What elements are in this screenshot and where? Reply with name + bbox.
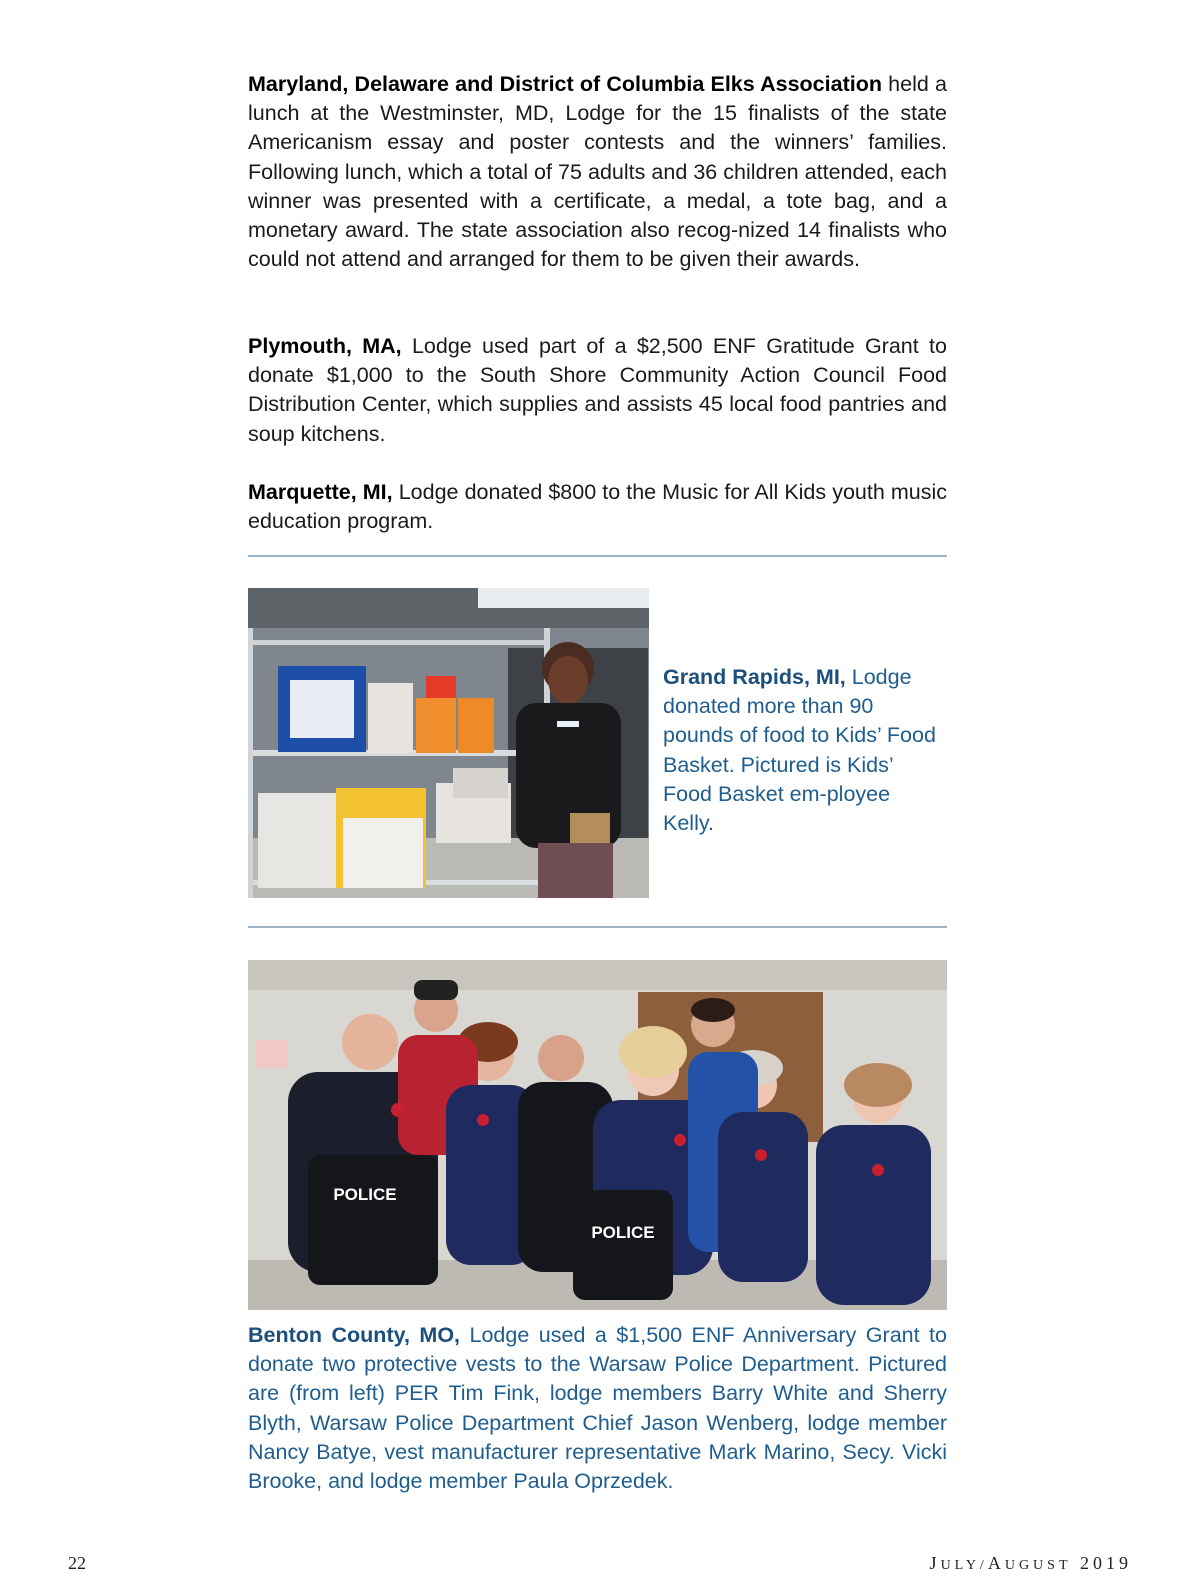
article-lead: Plymouth, MA, bbox=[248, 334, 402, 358]
caption-body: Lodge used a $1,500 ENF Anniversary Grant to donate two protective vests to the Warsaw Police Department. Pictured are (from left) PER Tim Fink, lodge members Barry White and Sherry Blyth, Warsaw Police Department Chief Jason Wenberg, lodge member Nancy Batye, vest manufacturer representative Mark Marino, Secy. Vicki Brooke, and lodge member Paula Oprzedek. bbox=[248, 1323, 947, 1494]
section-divider bbox=[248, 555, 947, 557]
article-marquette bbox=[248, 478, 947, 536]
vest-police-label: POLICE bbox=[333, 1185, 397, 1204]
article-plymouth bbox=[248, 332, 947, 449]
vest-police-label: POLICE bbox=[591, 1223, 655, 1242]
article-body: held a lunch at the Westminster, MD, Lodge for the 15 finalists of the state Americanism essay and poster contests and the winners’ families. Following lunch, which a total of 75 adults and 36 children attended, each winner was presented with a certificate, a medal, a tote bag, and a monetary award. The state association also recog-nized 14 finalists who could not attend and arranged for them to be given their awards. bbox=[248, 72, 947, 272]
caption-grand-rapids bbox=[663, 663, 943, 838]
caption-body: Lodge donated more than 90 pounds of food to Kids’ Food Basket. Pictured is Kids’ Food Basket em-ployee Kelly. bbox=[663, 665, 936, 836]
issue-year: 2019 bbox=[1080, 1553, 1132, 1573]
article-body: Lodge used part of a $2,500 ENF Gratitude Grant to donate $1,000 to the South Shore Community Action Council Food Distribution Center, which supplies and assists 45 local food pantries and soup kitchens. bbox=[248, 334, 947, 446]
issue-initial: A bbox=[987, 1553, 1005, 1573]
article-body: Lodge donated $800 to the Music for All Kids youth music education program. bbox=[248, 480, 948, 534]
food-shelf-illustration bbox=[248, 588, 649, 898]
article-lead: Maryland, Delaware and District of Columbia Elks Association bbox=[248, 72, 882, 96]
caption-lead: Benton County, MO, bbox=[248, 1323, 461, 1347]
photo-grand-rapids bbox=[248, 588, 649, 898]
article-maryland bbox=[248, 70, 947, 274]
page-number: 22 bbox=[68, 1553, 86, 1573]
caption-benton-county bbox=[248, 1321, 947, 1496]
issue-initial: J bbox=[929, 1553, 941, 1573]
section-divider bbox=[248, 926, 947, 928]
issue-month-rest: ULY/ bbox=[940, 1558, 988, 1573]
issue-month-rest: UGUST bbox=[1004, 1558, 1072, 1573]
group-photo-illustration bbox=[248, 960, 947, 1310]
issue-date bbox=[930, 1553, 1132, 1574]
photo-benton-county bbox=[248, 960, 947, 1310]
article-lead: Marquette, MI, bbox=[248, 480, 393, 504]
caption-lead: Grand Rapids, MI, bbox=[663, 665, 846, 689]
